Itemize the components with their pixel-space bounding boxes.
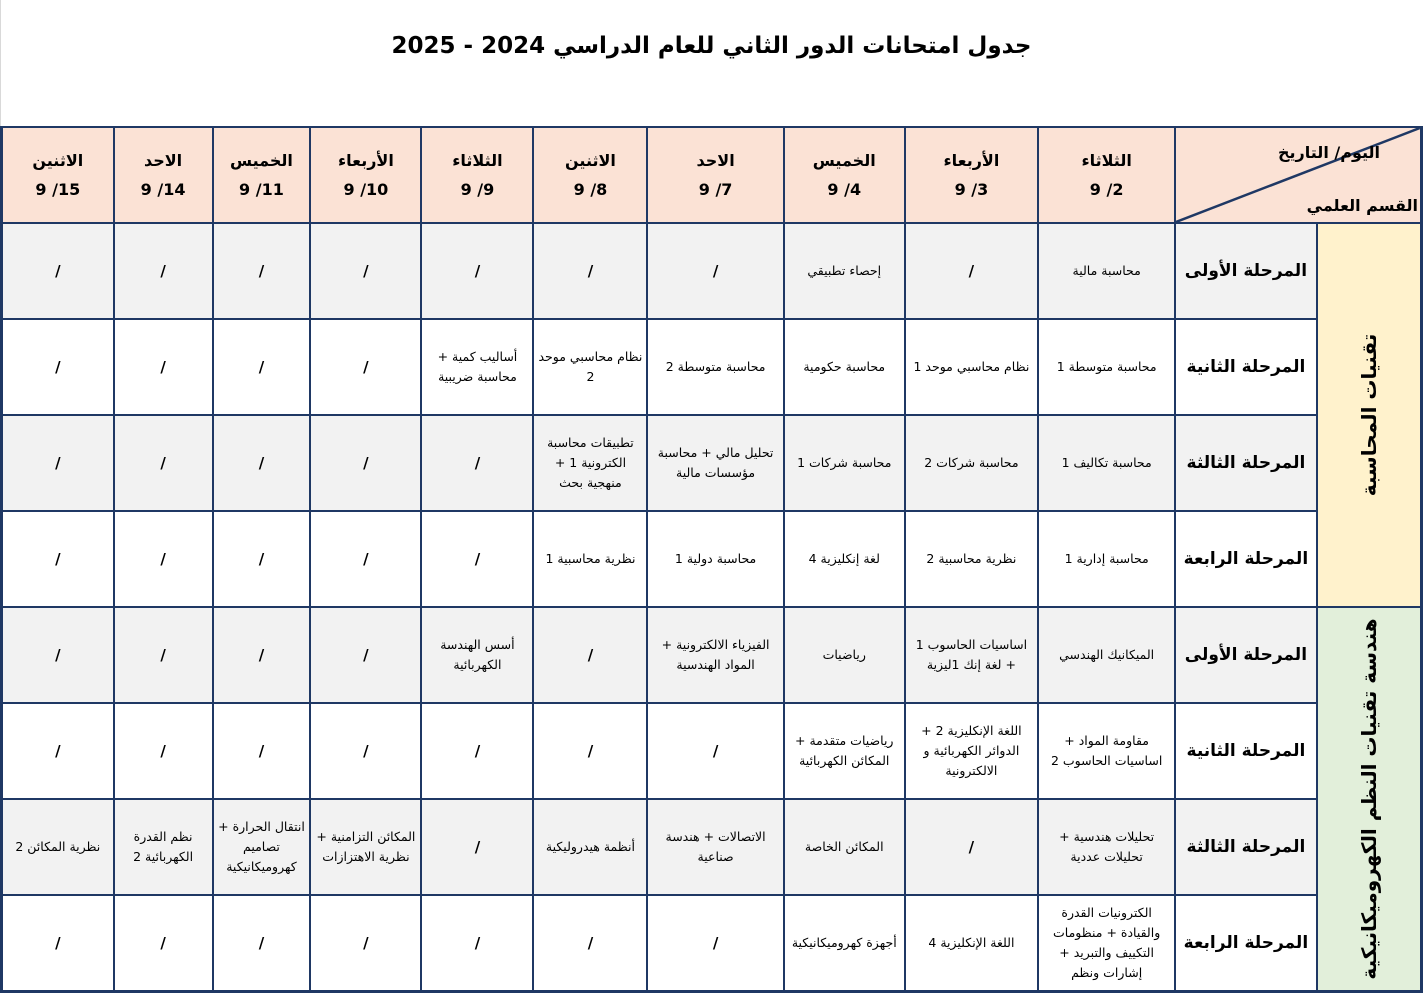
exam-cell: محاسبة مالية bbox=[1038, 223, 1175, 319]
day-name: الاثنين bbox=[32, 151, 84, 170]
day-name: الخميس bbox=[812, 151, 876, 170]
no-exam-cell: / bbox=[533, 607, 647, 703]
day-date: 9 /14 bbox=[140, 180, 186, 199]
exam-cell: نظام محاسبي موحد 1 bbox=[905, 319, 1038, 415]
no-exam-cell: / bbox=[310, 607, 421, 703]
no-exam-cell: / bbox=[114, 223, 213, 319]
exam-cell: المكائن التزامنية + نظرية الاهتزازات bbox=[310, 799, 421, 895]
exam-cell: لغة إنكليزية 4 bbox=[784, 511, 905, 607]
exam-cell: نظرية محاسبية 2 bbox=[905, 511, 1038, 607]
day-name: الاثنين bbox=[565, 151, 616, 170]
exam-cell: تطبيقات محاسبة الكترونية 1 + منهجية بحث bbox=[533, 415, 647, 511]
stage-label: المرحلة الأولى bbox=[1175, 223, 1316, 319]
no-exam-cell: / bbox=[310, 223, 421, 319]
day-header bbox=[1038, 127, 1175, 223]
exam-cell: الكترونيات القدرة والقيادة + منظومات التكييف والتبريد + إشارات ونظم bbox=[1038, 895, 1175, 991]
no-exam-cell: / bbox=[421, 895, 533, 991]
no-exam-cell: / bbox=[2, 607, 114, 703]
day-date: 9 /10 bbox=[343, 180, 389, 199]
no-exam-cell: / bbox=[213, 319, 311, 415]
exam-cell: تحليل مالي + محاسبة مؤسسات مالية bbox=[647, 415, 783, 511]
day-name: الأربعاء bbox=[943, 151, 1000, 170]
table-row bbox=[2, 607, 1422, 703]
exam-cell: الاتصالات + هندسة صناعية bbox=[647, 799, 783, 895]
exam-cell: رياضيات متقدمة + المكائن الكهربائية bbox=[784, 703, 905, 799]
day-name: الثلاثاء bbox=[1081, 151, 1132, 170]
day-name: الخميس bbox=[230, 151, 293, 170]
day-header bbox=[114, 127, 213, 223]
day-header bbox=[784, 127, 905, 223]
exam-cell: محاسبة شركات 2 bbox=[905, 415, 1038, 511]
table-row bbox=[2, 415, 1422, 511]
no-exam-cell: / bbox=[310, 415, 421, 511]
department-cell bbox=[1317, 223, 1422, 607]
exam-cell: نظرية محاسبية 1 bbox=[533, 511, 647, 607]
no-exam-cell: / bbox=[647, 223, 783, 319]
stage-label: المرحلة الثانية bbox=[1175, 703, 1316, 799]
day-header bbox=[421, 127, 533, 223]
day-name: الاحد bbox=[143, 151, 183, 170]
day-header bbox=[647, 127, 783, 223]
no-exam-cell: / bbox=[310, 703, 421, 799]
day-date: 9 /8 bbox=[573, 180, 608, 199]
day-date: 9 /4 bbox=[827, 180, 862, 199]
day-header bbox=[2, 127, 114, 223]
day-date: 9 /7 bbox=[698, 180, 733, 199]
no-exam-cell: / bbox=[533, 223, 647, 319]
no-exam-cell: / bbox=[533, 895, 647, 991]
stage-label: المرحلة الأولى bbox=[1175, 607, 1316, 703]
day-header bbox=[310, 127, 421, 223]
no-exam-cell: / bbox=[114, 511, 213, 607]
no-exam-cell: / bbox=[114, 607, 213, 703]
exam-cell: اللغة الإنكليزية 2 + الدوائر الكهربائية و الالكترونية bbox=[905, 703, 1038, 799]
exam-cell: محاسبة متوسطة 1 bbox=[1038, 319, 1175, 415]
no-exam-cell: / bbox=[213, 895, 311, 991]
no-exam-cell: / bbox=[647, 703, 783, 799]
table-row bbox=[2, 703, 1422, 799]
table-row bbox=[2, 799, 1422, 895]
no-exam-cell: / bbox=[114, 703, 213, 799]
day-header bbox=[213, 127, 311, 223]
day-header bbox=[533, 127, 647, 223]
no-exam-cell: / bbox=[2, 415, 114, 511]
department-name: هندسة تقنيات النظم الكهروميكانيكية bbox=[1356, 618, 1381, 980]
no-exam-cell: / bbox=[2, 319, 114, 415]
day-name: الثلاثاء bbox=[452, 151, 503, 170]
no-exam-cell: / bbox=[213, 415, 311, 511]
exam-cell: محاسبة شركات 1 bbox=[784, 415, 905, 511]
table-row bbox=[2, 223, 1422, 319]
exam-cell: نظام محاسبي موحد 2 bbox=[533, 319, 647, 415]
no-exam-cell: / bbox=[2, 511, 114, 607]
exam-cell: اساسيات الحاسوب 1 + لغة إنك 1ليزية bbox=[905, 607, 1038, 703]
stage-label: المرحلة الرابعة bbox=[1175, 511, 1316, 607]
stage-label: المرحلة الرابعة bbox=[1175, 895, 1316, 991]
exam-cell: الفيزياء الالكترونية + المواد الهندسية bbox=[647, 607, 783, 703]
department-name: تقنيات المحاسبة bbox=[1356, 333, 1381, 497]
exam-cell: اللغة الإنكليزية 4 bbox=[905, 895, 1038, 991]
day-name: الأربعاء bbox=[337, 151, 394, 170]
exam-cell: نظم القدرة الكهربائية 2 bbox=[114, 799, 213, 895]
exam-cell: أنظمة هيدروليكية bbox=[533, 799, 647, 895]
stage-label: المرحلة الثالثة bbox=[1175, 415, 1316, 511]
table-row bbox=[2, 895, 1422, 991]
no-exam-cell: / bbox=[421, 703, 533, 799]
no-exam-cell: / bbox=[213, 223, 311, 319]
no-exam-cell: / bbox=[421, 511, 533, 607]
exam-cell: محاسبة دولية 1 bbox=[647, 511, 783, 607]
department-cell bbox=[1317, 607, 1422, 991]
exam-cell: الميكانيك الهندسي bbox=[1038, 607, 1175, 703]
exam-cell: انتقال الحرارة + تصاميم كهروميكانيكية bbox=[213, 799, 311, 895]
exam-cell: محاسبة متوسطة 2 bbox=[647, 319, 783, 415]
exam-schedule-table bbox=[0, 126, 1423, 993]
no-exam-cell: / bbox=[114, 415, 213, 511]
exam-cell: محاسبة حكومية bbox=[784, 319, 905, 415]
no-exam-cell: / bbox=[647, 895, 783, 991]
header-row bbox=[2, 127, 1422, 223]
exam-cell: أجهزة كهروميكانيكية bbox=[784, 895, 905, 991]
exam-cell: إحصاء تطبيقي bbox=[784, 223, 905, 319]
day-date: 9 /15 bbox=[35, 180, 81, 199]
no-exam-cell: / bbox=[213, 607, 311, 703]
stage-label: المرحلة الثانية bbox=[1175, 319, 1316, 415]
no-exam-cell: / bbox=[213, 703, 311, 799]
table-row bbox=[2, 511, 1422, 607]
no-exam-cell: / bbox=[2, 895, 114, 991]
no-exam-cell: / bbox=[310, 511, 421, 607]
no-exam-cell: / bbox=[310, 319, 421, 415]
no-exam-cell: / bbox=[114, 319, 213, 415]
table-row bbox=[2, 319, 1422, 415]
day-date: 9 /2 bbox=[1089, 180, 1124, 199]
no-exam-cell: / bbox=[533, 703, 647, 799]
no-exam-cell: / bbox=[421, 223, 533, 319]
corner-header bbox=[1175, 127, 1421, 223]
exam-cell: نظرية المكائن 2 bbox=[2, 799, 114, 895]
exam-cell: محاسبة تكاليف 1 bbox=[1038, 415, 1175, 511]
exam-cell: تحليلات هندسية + تحليلات عددية bbox=[1038, 799, 1175, 895]
no-exam-cell: / bbox=[310, 895, 421, 991]
day-date: 9 /3 bbox=[954, 180, 989, 199]
day-date: 9 /9 bbox=[460, 180, 495, 199]
exam-cell: رياضيات bbox=[784, 607, 905, 703]
page-title: جدول امتحانات الدور الثاني للعام الدراسي 2024 - 2025 bbox=[391, 33, 1032, 59]
no-exam-cell: / bbox=[213, 511, 311, 607]
no-exam-cell: / bbox=[2, 703, 114, 799]
exam-cell: أساليب كمية + محاسبة ضريبية bbox=[421, 319, 533, 415]
day-date: 9 /11 bbox=[239, 180, 284, 199]
exam-cell: المكائن الخاصة bbox=[784, 799, 905, 895]
no-exam-cell: / bbox=[905, 223, 1038, 319]
stage-label: المرحلة الثالثة bbox=[1175, 799, 1316, 895]
no-exam-cell: / bbox=[2, 223, 114, 319]
exam-cell: أسس الهندسة الكهربائية bbox=[421, 607, 533, 703]
no-exam-cell: / bbox=[114, 895, 213, 991]
no-exam-cell: / bbox=[905, 799, 1038, 895]
no-exam-cell: / bbox=[421, 415, 533, 511]
no-exam-cell: / bbox=[421, 799, 533, 895]
day-name: الاحد bbox=[696, 151, 735, 170]
corner-department-label: القسم العلمي bbox=[1306, 196, 1418, 215]
exam-cell: مقاومة المواد + اساسيات الحاسوب 2 bbox=[1038, 703, 1175, 799]
corner-day-date-label: اليوم/ التاريخ bbox=[1278, 143, 1380, 162]
exam-cell: محاسبة إدارية 1 bbox=[1038, 511, 1175, 607]
day-header bbox=[905, 127, 1038, 223]
